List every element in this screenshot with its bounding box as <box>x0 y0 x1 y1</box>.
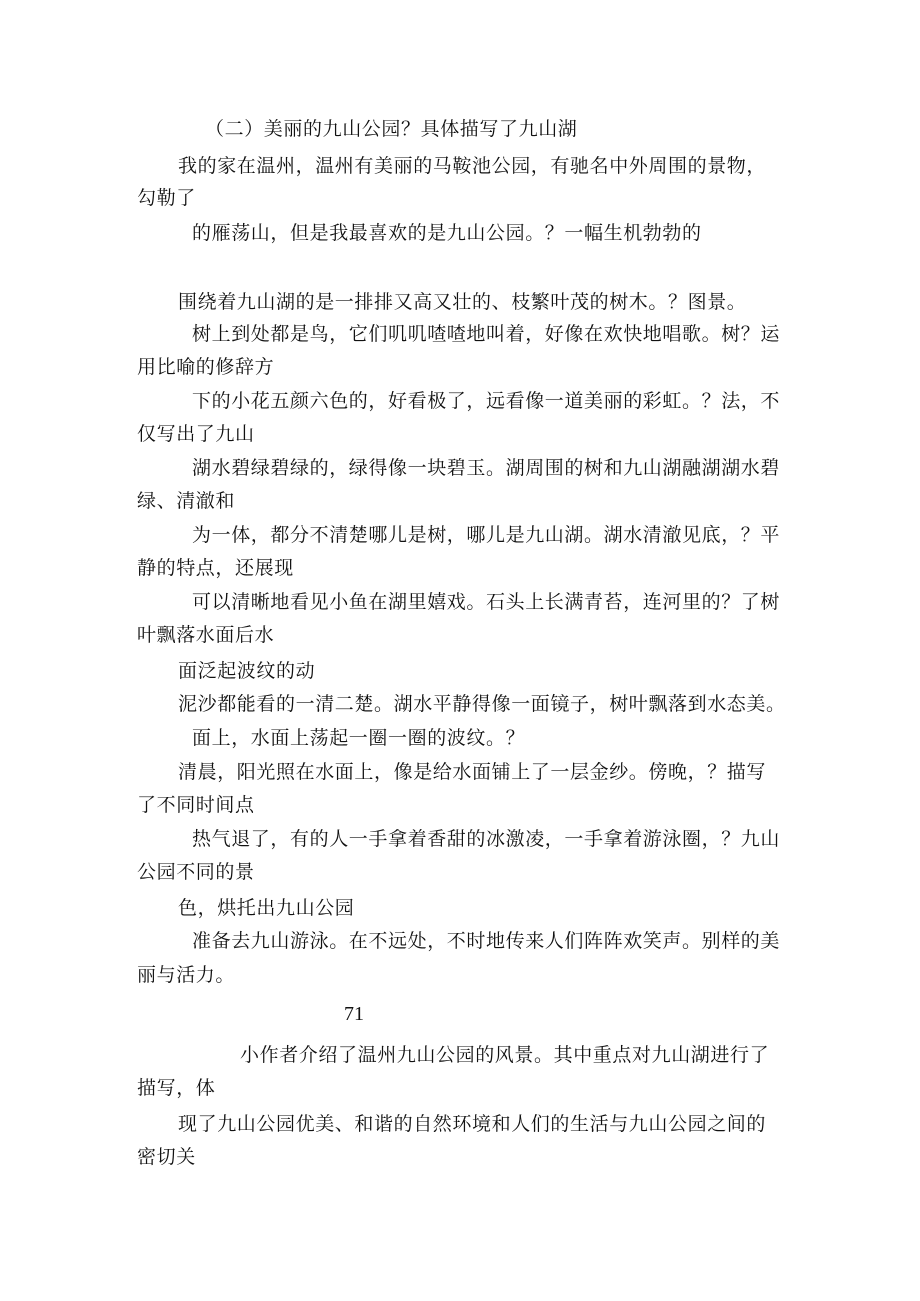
text-line: 清晨，阳光照在水面上，像是给水面铺上了一层金纱。傍晚，？描写 <box>178 761 767 783</box>
text-line: 小作者介绍了温州九山公园的风景。其中重点对九山湖进行了 <box>240 1044 770 1066</box>
text-line: 仅写出了九山 <box>137 423 255 445</box>
text-line: 用比喻的修辞方 <box>137 356 275 378</box>
text-line: 公园不同的景 <box>137 861 255 883</box>
page-number: 71 <box>344 1003 364 1025</box>
text-line: 可以清晰地看见小鱼在湖里嬉戏。石头上长满青苔，连河里的？了树 <box>192 591 781 613</box>
text-line: 面上，水面上荡起一圈一圈的波纹。？ <box>192 727 526 749</box>
text-line: 湖水碧绿碧绿的，绿得像一块碧玉。湖周围的树和九山湖融湖湖水碧 <box>192 457 781 479</box>
text-line: 丽与活力。 <box>137 964 236 986</box>
text-line: 准备去九山游泳。在不远处，不时地传来人们阵阵欢笑声。别样的美 <box>192 930 781 952</box>
text-line: 树上到处都是鸟，它们叽叽喳喳地叫着，好像在欢快地唱歌。树？运 <box>192 323 781 345</box>
text-line: 我的家在温州，温州有美丽的马鞍池公园，有驰名中外周围的景物， <box>178 155 767 177</box>
text-line: 热气退了，有的人一手拿着香甜的冰激凌，一手拿着游泳圈，？九山 <box>192 828 781 850</box>
text-line: 了不同时间点 <box>137 794 255 816</box>
text-line: 围绕着九山湖的是一排排又高又壮的、枝繁叶茂的树木。？图景。 <box>178 291 747 313</box>
section-heading: （二）美丽的九山公园？具体描写了九山湖 <box>205 118 578 140</box>
text-line: 下的小花五颜六色的，好看极了，远看像一道美丽的彩虹。？法，不 <box>192 390 781 412</box>
text-line: 描写，体 <box>137 1077 216 1099</box>
text-line: 为一体，都分不清楚哪儿是树，哪儿是九山湖。湖水清澈见底，？平 <box>192 524 781 546</box>
text-line: 面泛起波纹的动 <box>178 660 316 682</box>
text-line: 色，烘托出九山公园 <box>178 897 355 919</box>
text-line: 泥沙都能看的一清二楚。湖水平静得像一面镜子，树叶飘落到水态美。 <box>178 693 786 715</box>
text-line: 密切关 <box>137 1146 196 1168</box>
text-line: 现了九山公园优美、和谐的自然环境和人们的生活与九山公园之间的 <box>178 1113 767 1135</box>
text-line: 叶飘落水面后水 <box>137 624 275 646</box>
text-line: 静的特点，还展现 <box>137 557 294 579</box>
text-line: 的雁荡山，但是我最喜欢的是九山公园。？一幅生机勃勃的 <box>192 222 702 244</box>
text-line: 绿、清澈和 <box>137 490 236 512</box>
text-line: 勾勒了 <box>137 187 196 209</box>
